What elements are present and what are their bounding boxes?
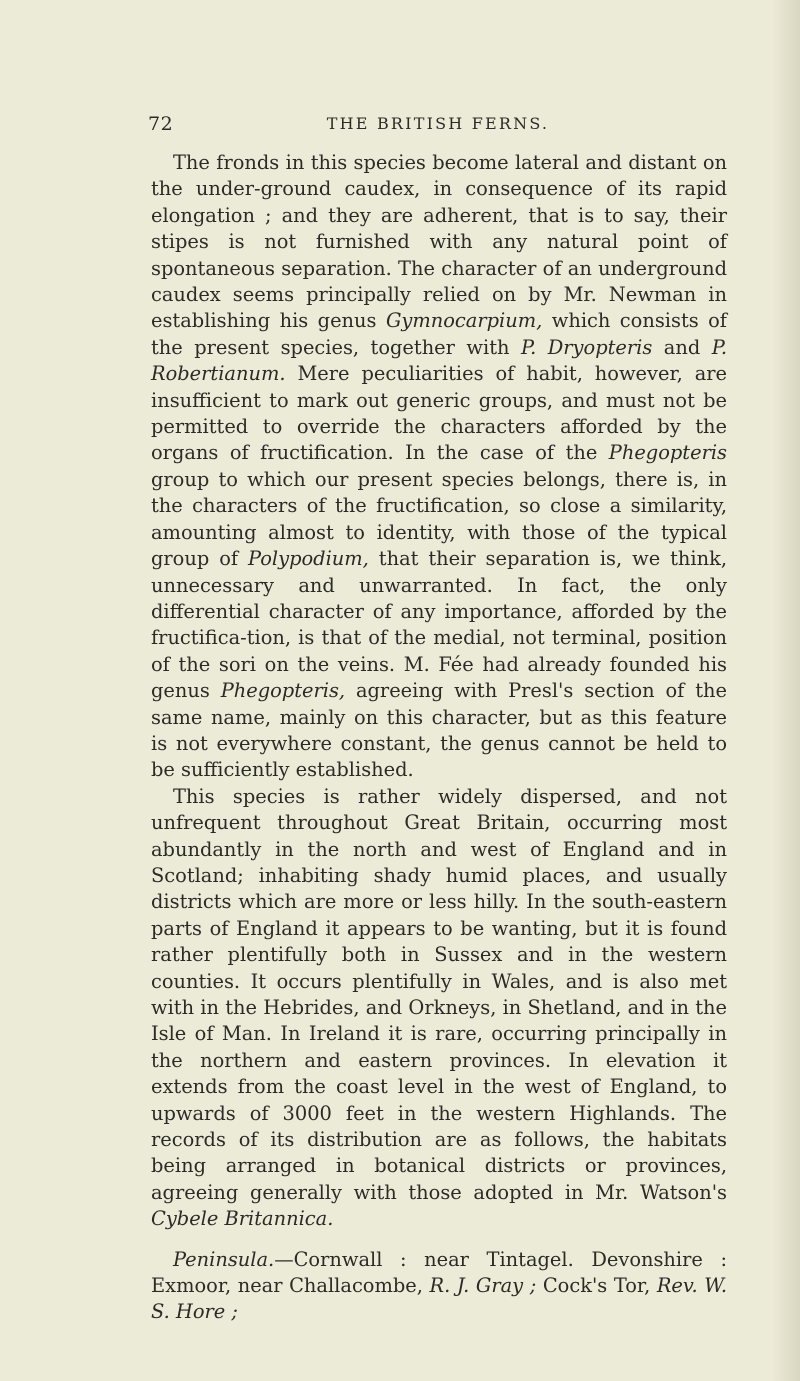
- page-number: 72: [148, 113, 174, 135]
- body-text: [151, 150, 727, 1326]
- italic-run: Cybele Britannica.: [151, 1207, 334, 1231]
- page-header: [148, 113, 728, 137]
- page-edge-shadow: [772, 0, 800, 1381]
- italic-run: Phegopteris: [608, 441, 727, 465]
- italic-run: P. Dryopteris: [520, 335, 653, 359]
- text-run: which consists of the present species, together with: [151, 309, 727, 359]
- text-run: The fronds in this species become lateral and distant on the under-ground caudex, in consequence of its rapid elongation ; and they are adherent, that is to say, their stipes is not furnished with any natural point of spontaneous separation. The character of an underground caudex seems principally relied on by Mr. Newman in establishing his genus: [151, 151, 727, 333]
- text-run: group to which our present species belongs, there is, in the characters of the fructification, so close a similarity, amounting almost to identity, with those of the typical group of: [151, 467, 727, 571]
- text-run: Mere peculiarities of habit, however, are insufficient to mark out generic groups, and must not be permitted to override the characters afforded by the organs of fructification. In the case of the: [151, 362, 727, 465]
- text-run: and: [652, 335, 712, 359]
- italic-run: Peninsula.: [173, 1247, 275, 1271]
- text-run: This species is rather widely dispersed, and not unfrequent throughout Great Britain, occurring most abundantly in the north and west of England and in Scotland; inhabiting shady humid places, and usually districts which are more or less hilly. In the south-eastern parts of England it appears to be wanting, but it is found rather plentifully both in Sussex and in the western counties. It occurs plentifully in Wales, and is also met with in the Hebrides, and Orkneys, in Shetland, and in the Isle of Man. In Ireland it is rare, occurring principally in the northern and eastern provinces. In elevation it extends from the coast level in the west of England, to upwards of 3000 feet in the western Highlands. The records of its distribution are as follows, the habitats being arranged in botanical districts or provinces, agreeing generally with those adopted in Mr. Watson's: [151, 784, 727, 1204]
- text-run: that their separation is, we think, unnecessary and unwarranted. In fact, the only differential character of any importance, afforded by the fructifica-tion, is that of the medial, not terminal, position of the sori on the veins. M. Fée had already founded his genus: [151, 547, 727, 703]
- text-run: —Cornwall : near Tintagel. Devonshire : Exmoor, near Challacombe,: [151, 1247, 727, 1298]
- italic-run: Gymnocarpium,: [385, 309, 543, 333]
- text-run: Cock's Tor,: [536, 1274, 657, 1298]
- italic-run: P. Robertianum.: [151, 335, 727, 386]
- paragraph-generic-characters: [151, 150, 727, 784]
- italic-run: Rev. W. S. Hore ;: [151, 1274, 728, 1324]
- running-head: THE BRITISH FERNS.: [326, 114, 550, 133]
- paragraph-distribution: [151, 784, 727, 1233]
- text-run: agreeing with Presl's section of the same name, mainly on this character, but as this feature is not everywhere constant, the genus cannot be held to be sufficiently established.: [151, 679, 727, 782]
- paragraph-localities: [151, 1247, 727, 1326]
- italic-run: Polypodium,: [248, 547, 369, 571]
- italic-run: Phegopteris,: [220, 679, 346, 703]
- italic-run: R. J. Gray ;: [429, 1274, 537, 1298]
